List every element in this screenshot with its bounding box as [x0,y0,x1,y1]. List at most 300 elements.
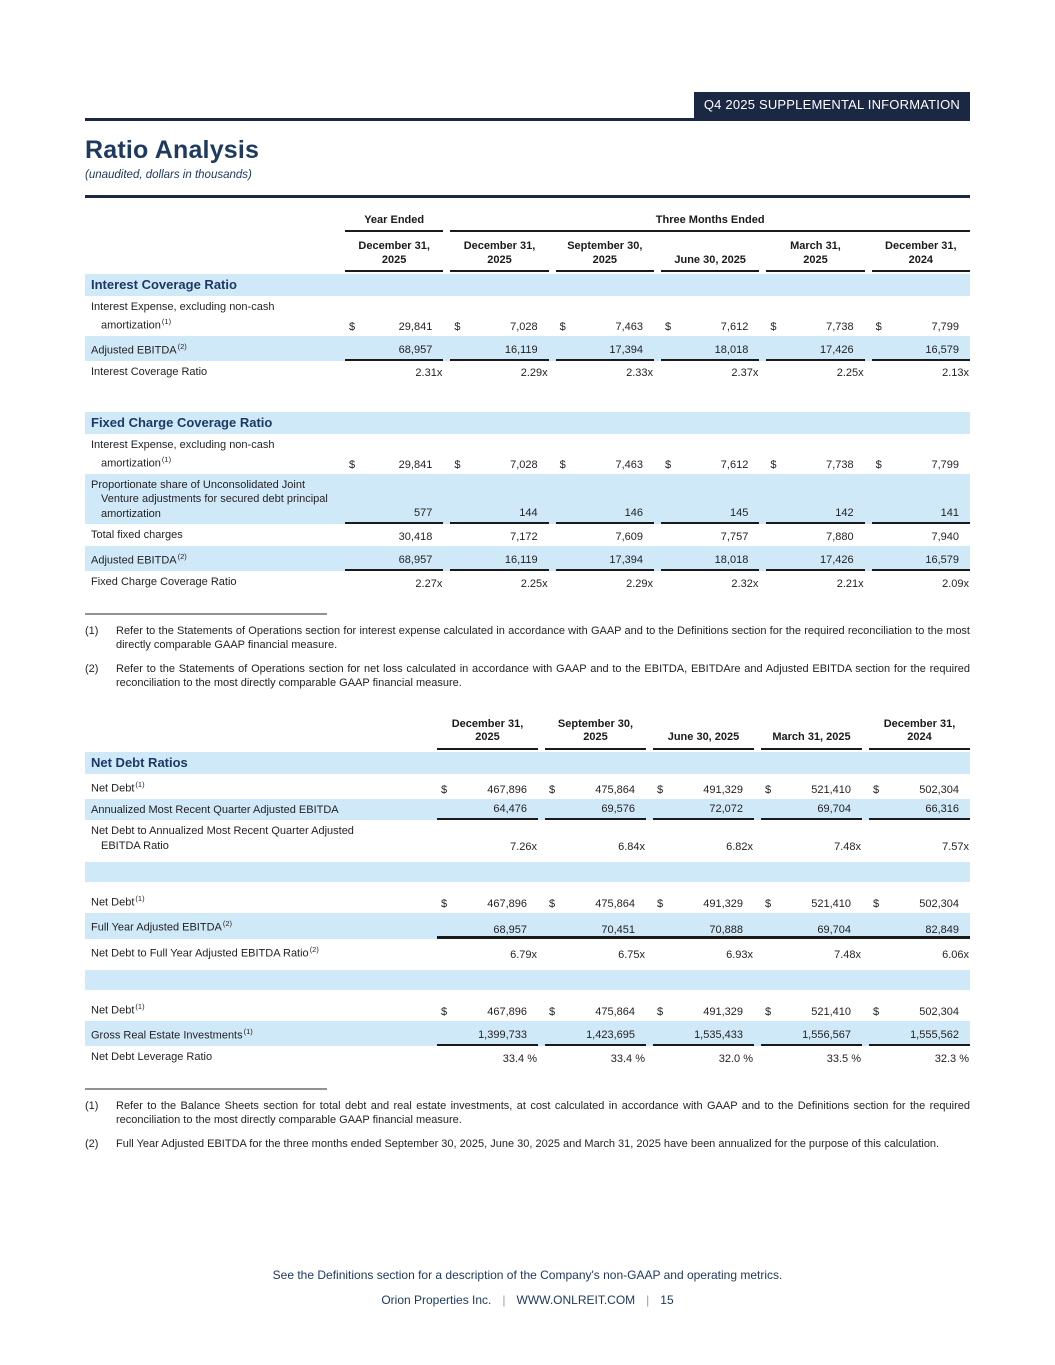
table-cell [450,296,548,336]
cell-value: 1,555,562 [910,1029,959,1042]
table-cell [766,434,864,474]
dollar-sign: $ [441,783,448,796]
dollar-sign: $ [349,320,356,333]
cell-value: 7,609 [615,530,643,543]
dollar-sign: $ [441,1005,448,1018]
column-header [556,237,654,272]
column-header-line1: December 31, [358,240,430,252]
table-row [85,913,970,938]
dollar-sign: $ [873,1005,880,1018]
footnote-number: (1) [85,624,99,637]
cell-value: 2.37x [731,367,759,380]
footnote [85,662,970,691]
table-cell [345,336,443,361]
cell-value: 64,476 [493,803,527,816]
column-spacer [85,237,338,272]
table-cell [661,571,759,593]
table-cell [661,336,759,361]
cell-value: 2.21x [836,577,864,590]
cell-value: 491,329 [703,783,743,796]
table-cell [556,336,654,361]
footnote [85,624,970,653]
cell-value: 16,579 [925,343,959,356]
footnote-number: (2) [85,662,99,675]
table-cell [869,939,970,964]
cell-value: 70,888 [709,923,743,936]
table-cell [653,913,754,938]
cell-value: 17,426 [820,554,854,567]
row-label [85,1046,430,1068]
table-cell [556,434,654,474]
table-cell [766,524,864,546]
cell-value: 6.79x [510,948,537,961]
cell-value: 29,841 [398,320,433,333]
column-header [653,715,754,750]
cell-value: 2.13x [942,367,969,380]
cell-value: 30,418 [398,530,433,543]
table-cell [556,296,654,336]
cell-value: 29,841 [398,458,433,471]
column-header-line2: 2025 [592,253,618,266]
date-header-row [85,715,970,750]
dollar-sign: $ [549,1005,556,1018]
table-cell [450,336,548,361]
table-row [85,571,970,593]
cell-value: 68,957 [398,343,433,356]
column-header [766,237,864,272]
cell-value: 2.27x [415,577,443,590]
coverage-ratio-table [85,214,970,593]
table-cell [766,361,864,383]
row-label-text: Annualized Most Recent Quarter Adjusted EBITDA [91,803,339,816]
table-cell [761,996,862,1021]
table-cell [872,296,970,336]
spacer-row [85,970,970,990]
cell-value: 2.29x [520,367,548,380]
table-cell [761,799,862,821]
dollar-sign: $ [454,320,461,333]
cell-value: 2.29x [626,577,653,590]
column-header-line1: September 30, [557,717,634,730]
row-label-text: Net Debt to Annualized Most Recent Quarter Adjusted EBITDA Ratio [91,825,354,852]
cell-value: 18,018 [714,343,749,356]
dollar-sign: $ [559,458,566,471]
table-cell [653,774,754,799]
net-debt-ratio-table [85,715,970,1068]
table-cell [653,939,754,964]
table-cell [869,913,970,938]
table-row [85,546,970,571]
table-row [85,1021,970,1046]
row-label [85,820,430,856]
column-header-line2: 2025 [487,253,512,266]
table-cell [450,524,548,546]
table-cell [761,774,862,799]
page-content [85,0,970,1151]
row-label-text: Total fixed charges [91,529,183,542]
cell-value: 2.25x [520,577,548,590]
table-cell [450,361,548,383]
cell-value: 69,576 [601,803,635,816]
row-label [85,434,338,474]
cell-value: 16,119 [504,554,538,567]
column-header-line1: December 31, [883,717,956,730]
cell-value: 2.32x [731,577,759,590]
cell-value: 7.48x [834,841,861,854]
cell-value: 6.93x [726,948,753,961]
dollar-sign: $ [441,898,448,911]
column-header [869,715,970,750]
table-cell [437,913,538,938]
table-cell [437,799,538,821]
dollar-sign: $ [765,783,772,796]
table-cell [345,296,443,336]
dollar-sign: $ [549,783,556,796]
table-cell [766,336,864,361]
footnote-text: Refer to the Balance Sheets section for total debt and real estate investments, at cost calculated in accordance with GAAP and to the Definitions section for the required reconciliation to the most directly comparable GAAP financial measure. [116,1099,970,1127]
table-cell [761,820,862,856]
table-cell [661,474,759,525]
cell-value: 144 [519,507,538,520]
cell-value: 146 [624,507,643,520]
table-cell [345,361,443,383]
cell-value: 1,399,733 [478,1029,527,1042]
table-cell [545,939,646,964]
footnote-text: Refer to the Statements of Operations section for interest expense calculated in accordance with GAAP and to the Definitions section for the required reconciliation to the most directly comparable GAAP financial measure. [116,624,970,652]
spacer-row [85,862,970,882]
cell-value: 467,896 [487,898,527,911]
table-cell [661,434,759,474]
cell-value: 7.26x [510,841,537,854]
table-cell [872,434,970,474]
table-row [85,820,970,856]
row-label-text: Gross Real Estate Investments [91,1029,243,1042]
table-cell [653,996,754,1021]
column-header [761,715,862,750]
dollar-sign: $ [657,1005,664,1018]
footnote-ref: (2) [177,551,187,561]
table-cell [556,571,654,593]
table-cell [556,546,654,571]
row-label-text: Net Debt to Full Year Adjusted EBITDA Ratio [91,947,309,960]
column-header-line1: March 31, 2025 [772,731,851,744]
row-label [85,546,338,571]
dollar-sign: $ [665,458,672,471]
table-cell [545,1021,646,1046]
page-footer [0,1293,1055,1307]
cell-value: 7,612 [720,320,749,333]
table-cell [437,774,538,799]
column-header-line1: December 31, [451,717,524,730]
table-cell [872,336,970,361]
dollar-sign: $ [873,898,880,911]
footnote-divider [85,613,327,615]
table-cell [653,820,754,856]
row-label-text: Adjusted EBITDA [91,344,177,357]
table-cell [545,1046,646,1068]
cell-value: 7,799 [931,458,959,471]
table-cell [556,361,654,383]
table-cell [869,1046,970,1068]
footnote-text: Full Year Adjusted EBITDA for the three months ended September 30, 2025, June 30, 2025 and March 31, 2025 have been annualized for the purpose of this calculation. [116,1137,940,1150]
table-cell [869,996,970,1021]
table-cell [661,524,759,546]
cell-value: 521,410 [811,1005,851,1018]
table-cell [869,820,970,856]
cell-value: 33.5 % [826,1052,861,1065]
cell-value: 491,329 [703,898,743,911]
page-subtitle: (unaudited, dollars in thousands) [85,169,252,181]
cell-value: 32.3 % [934,1052,969,1065]
row-label-text: Net Debt [91,1004,135,1017]
row-label [85,524,338,546]
page-title: Ratio Analysis [85,136,260,164]
cell-value: 72,072 [709,803,743,816]
row-label [85,913,430,938]
table-cell [761,1021,862,1046]
cell-value: 7,738 [826,320,854,333]
table-cell [450,474,548,525]
table-cell [437,1046,538,1068]
table-row [85,1046,970,1068]
cell-value: 82,849 [925,923,959,936]
cell-value: 475,864 [595,783,635,796]
footnote-ref: (1) [135,894,145,904]
cell-value: 7,028 [510,320,538,333]
footnote [85,1137,970,1152]
cell-value: 2.25x [836,367,864,380]
table-cell [761,1046,862,1068]
cell-value: 7,463 [615,458,643,471]
supplemental-badge: Q4 2025 SUPPLEMENTAL INFORMATION [694,92,970,118]
dollar-sign: $ [770,320,777,333]
dollar-sign: $ [454,458,461,471]
table-cell [556,524,654,546]
cell-value: 7.57x [942,841,969,854]
company-name: Orion Properties Inc. [381,1293,492,1307]
column-spacer [85,715,430,750]
cell-value: 68,957 [493,923,527,936]
footer-separator: | [646,1293,650,1307]
footer-separator: | [502,1293,506,1307]
table-cell [872,546,970,571]
table-row [85,296,970,336]
table-cell [872,361,970,383]
table-cell [437,888,538,913]
table-row [85,996,970,1021]
table-cell [545,996,646,1021]
cell-value: 7,172 [510,530,538,543]
dollar-sign: $ [657,898,664,911]
table-row [85,434,970,474]
row-label [85,888,430,913]
cell-value: 6.82x [726,841,753,854]
cell-value: 521,410 [811,783,851,796]
cell-value: 16,579 [925,554,959,567]
cell-value: 2.31x [415,367,443,380]
section-header-fixed-charge: Fixed Charge Coverage Ratio [85,412,970,434]
cell-value: 7,940 [931,530,959,543]
section-header-net-debt: Net Debt Ratios [85,752,970,774]
table-cell [545,913,646,938]
page-number: 15 [660,1293,674,1307]
cell-value: 32.0 % [718,1052,753,1065]
row-label-text: Full Year Adjusted EBITDA [91,922,222,935]
cell-value: 2.09x [942,577,969,590]
table-cell [450,434,548,474]
row-label [85,361,338,383]
column-header [545,715,646,750]
cell-value: 68,957 [398,554,433,567]
cell-value: 7,738 [826,458,854,471]
dollar-sign: $ [559,320,566,333]
column-header-line2: 2025 [583,731,608,744]
cell-value: 475,864 [595,898,635,911]
cell-value: 33.4 % [610,1052,645,1065]
table-cell [869,774,970,799]
footnote-ref: (1) [135,779,145,789]
definitions-note: See the Definitions section for a description of the Company's non-GAAP and operating metrics. [272,1268,783,1282]
footnote-ref: (1) [135,1001,145,1011]
cell-value: 475,864 [595,1005,635,1018]
table-cell [766,474,864,525]
table-cell [653,1021,754,1046]
company-website: WWW.ONLREIT.COM [516,1293,636,1307]
footnote-ref: (1) [243,1026,253,1036]
column-header-line1: March 31, [790,240,841,252]
table-cell [869,1021,970,1046]
cell-value: 33.4 % [502,1052,537,1065]
cell-value: 502,304 [919,898,959,911]
table-cell [556,474,654,525]
table-cell [766,546,864,571]
table-cell [437,820,538,856]
table-cell [761,913,862,938]
table-cell [545,799,646,821]
dollar-sign: $ [770,458,777,471]
row-label-text: Net Debt Leverage Ratio [91,1051,213,1064]
dollar-sign: $ [875,458,882,471]
cell-value: 1,556,567 [802,1029,851,1042]
table-cell [345,571,443,593]
table-row [85,336,970,361]
row-label-text: Net Debt [91,782,135,795]
footnote-number: (1) [85,1099,99,1112]
three-months-ended-header: Three Months Ended [450,214,970,232]
table-cell [345,546,443,571]
row-label [85,939,430,964]
cell-value: 69,704 [817,803,851,816]
column-header [437,715,538,750]
table-cell [653,1046,754,1068]
cell-value: 502,304 [919,783,959,796]
table-cell [872,571,970,593]
row-label [85,1021,430,1046]
cell-value: 145 [729,507,749,520]
column-header [661,237,759,272]
section-header-interest-coverage: Interest Coverage Ratio [85,274,970,296]
table-cell [869,799,970,821]
table-cell [345,474,443,525]
row-label-text: Interest Expense, excluding non-cash amortization [91,301,275,332]
cell-value: 141 [940,507,959,520]
table-cell [437,996,538,1021]
footnote-text: Refer to the Statements of Operations section for net loss calculated in accordance with GAAP and to the EBITDA, EBITDAre and Adjusted EBITDA section for the required reconciliation to the most directly comparable GAAP financial measure. [116,662,970,690]
cell-value: 502,304 [919,1005,959,1018]
cell-value: 467,896 [487,783,527,796]
footnote-ref: (2) [222,919,233,929]
column-header-line1: June 30, 2025 [667,731,740,744]
dollar-sign: $ [873,783,880,796]
dollar-sign: $ [349,458,356,471]
cell-value: 6.06x [942,948,969,961]
table-row [85,524,970,546]
cell-value: 491,329 [703,1005,743,1018]
row-label [85,571,338,593]
row-label-text: Adjusted EBITDA [91,554,177,567]
table-cell [450,571,548,593]
row-label-text: Interest Coverage Ratio [91,365,208,378]
date-header-row [85,237,970,272]
table-cell [872,524,970,546]
cell-value: 2.33x [626,367,653,380]
row-label [85,336,338,361]
footnote-ref: (2) [177,341,187,351]
footnote-number: (2) [85,1137,99,1150]
footnote-ref: (1) [161,454,172,464]
cell-value: 7,880 [826,530,854,543]
row-label [85,296,338,336]
footnote-ref: (1) [161,316,172,326]
table-cell [661,546,759,571]
table-row [85,774,970,799]
table-cell [345,434,443,474]
cell-value: 70,451 [601,923,635,936]
table-row [85,799,970,821]
cell-value: 577 [413,507,433,520]
column-header-line2: 2024 [908,253,934,266]
cell-value: 1,535,433 [694,1029,743,1042]
year-ended-header: Year Ended [345,214,443,232]
table-cell [761,939,862,964]
row-label [85,996,430,1021]
row-label-text: Net Debt [91,896,135,909]
table-cell [761,888,862,913]
table-cell [766,296,864,336]
table-cell [437,939,538,964]
footnote-divider [85,1088,327,1090]
row-label [85,799,430,821]
dollar-sign: $ [657,783,664,796]
section-gap [85,382,970,410]
table-cell [766,571,864,593]
dollar-sign: $ [549,898,556,911]
table-cell [661,296,759,336]
row-label-text: Fixed Charge Coverage Ratio [91,576,237,589]
cell-value: 7,757 [720,530,749,543]
cell-value: 17,394 [609,554,643,567]
dollar-sign: $ [665,320,672,333]
row-label-text: Proportionate share of Unconsolidated Joint Venture adjustments for secured debt principal amortization [91,478,328,520]
table-cell [545,888,646,913]
column-header [450,237,548,272]
footnote-ref: (2) [309,944,319,954]
column-header-line2: 2025 [475,731,500,744]
table-row [85,939,970,964]
header-rule [85,92,970,121]
column-header-line2: 2025 [381,253,407,266]
table-cell [661,361,759,383]
